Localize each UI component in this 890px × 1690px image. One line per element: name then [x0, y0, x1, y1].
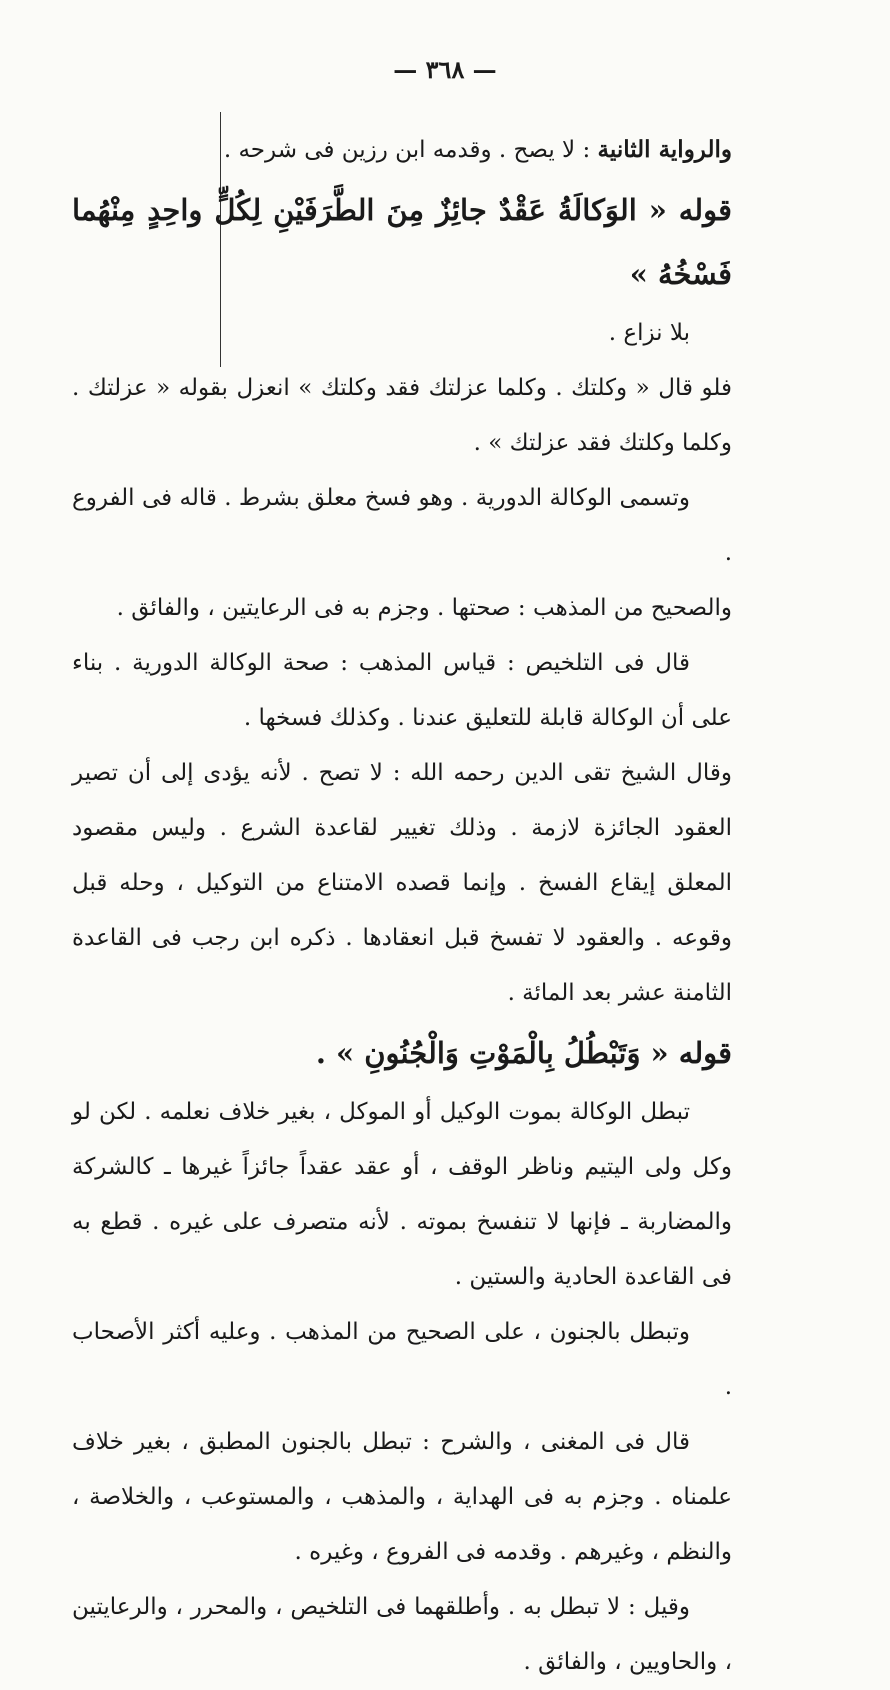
paragraph: وقيل : لا تبطل به . وأطلقهما فى التلخيص ، والمحرر ، والرعايتين ، والحاويين ، والفائق . [72, 1594, 732, 1675]
paragraph: والصحيح من المذهب : صحتها . وجزم به فى الرعايتين ، والفائق . [116, 595, 732, 621]
paragraph: وتبطل بالجنون ، على الصحيح من المذهب . وعليه أكثر الأصحاب . [72, 1319, 732, 1400]
paragraph-lead: والرواية الثانية [597, 136, 732, 163]
section-heading: قوله « وَتَبْطُلُ بِالْمَوْتِ وَالْجُنُونِ » . [315, 1036, 732, 1070]
section-heading: قوله « الوَكالَةُ عَقْدٌ جائِزٌ مِنَ الطَّرَفَيْنِ لِكُلٍّ واحِدٍ مِنْهُما فَسْخُهُ » [72, 193, 732, 291]
paragraph: بلا نزاع . [608, 320, 690, 346]
paragraph [72, 122, 732, 178]
page-body [72, 122, 732, 1690]
paragraph: قال فى المغنى ، والشرح : تبطل بالجنون المطبق ، بغير خلاف علمناه . وجزم به فى الهداية ، والمذهب ، والمستوعب ، والخلاصة ، والنظم ، وغيرهم . وقدمه فى الفروع ، وغيره . [72, 1429, 732, 1565]
paragraph: وتسمى الوكالة الدورية . وهو فسخ معلق بشرط . قاله فى الفروع . [72, 485, 732, 566]
paragraph: تبطل الوكالة بموت الوكيل أو الموكل ، بغير خلاف نعلمه . لكن لو وكل ولى اليتيم وناظر الوقف ، أو عقد عقداً جائزاً غيرها ـ كالشركة والمضاربة ـ فإنها لا تنفسخ بموته . لأنه متصرف على غيره . قطع به فى القاعدة الحادية والستين . [72, 1099, 732, 1290]
page-number: — ٣٦٨ — [393, 55, 497, 84]
paragraph-text: : لا يصح . وقدمه ابن رزين فى شرحه . [223, 137, 591, 163]
paragraph: فلو قال « وكلتك . وكلما عزلتك فقد وكلتك » انعزل بقوله « عزلتك . وكلما وكلتك فقد عزلتك » . [72, 375, 732, 456]
paragraph: وقال الشيخ تقى الدين رحمه الله : لا تصح . لأنه يؤدى إلى أن تصير العقود الجائزة لازمة . وذلك تغيير لقاعدة الشرع . وليس مقصود المعلق إيقاع الفسخ . وإنما قصده الامتناع من التوكيل ، وحله قبل وقوعه . والعقود لا تفسخ قبل انعقادها . ذكره ابن رجب فى القاعدة الثامنة عشر بعد المائة . [72, 760, 732, 1006]
paragraph: قال فى التلخيص : قياس المذهب : صحة الوكالة الدورية . بناء على أن الوكالة قابلة للتعليق عندنا . وكذلك فسخها . [72, 650, 732, 731]
